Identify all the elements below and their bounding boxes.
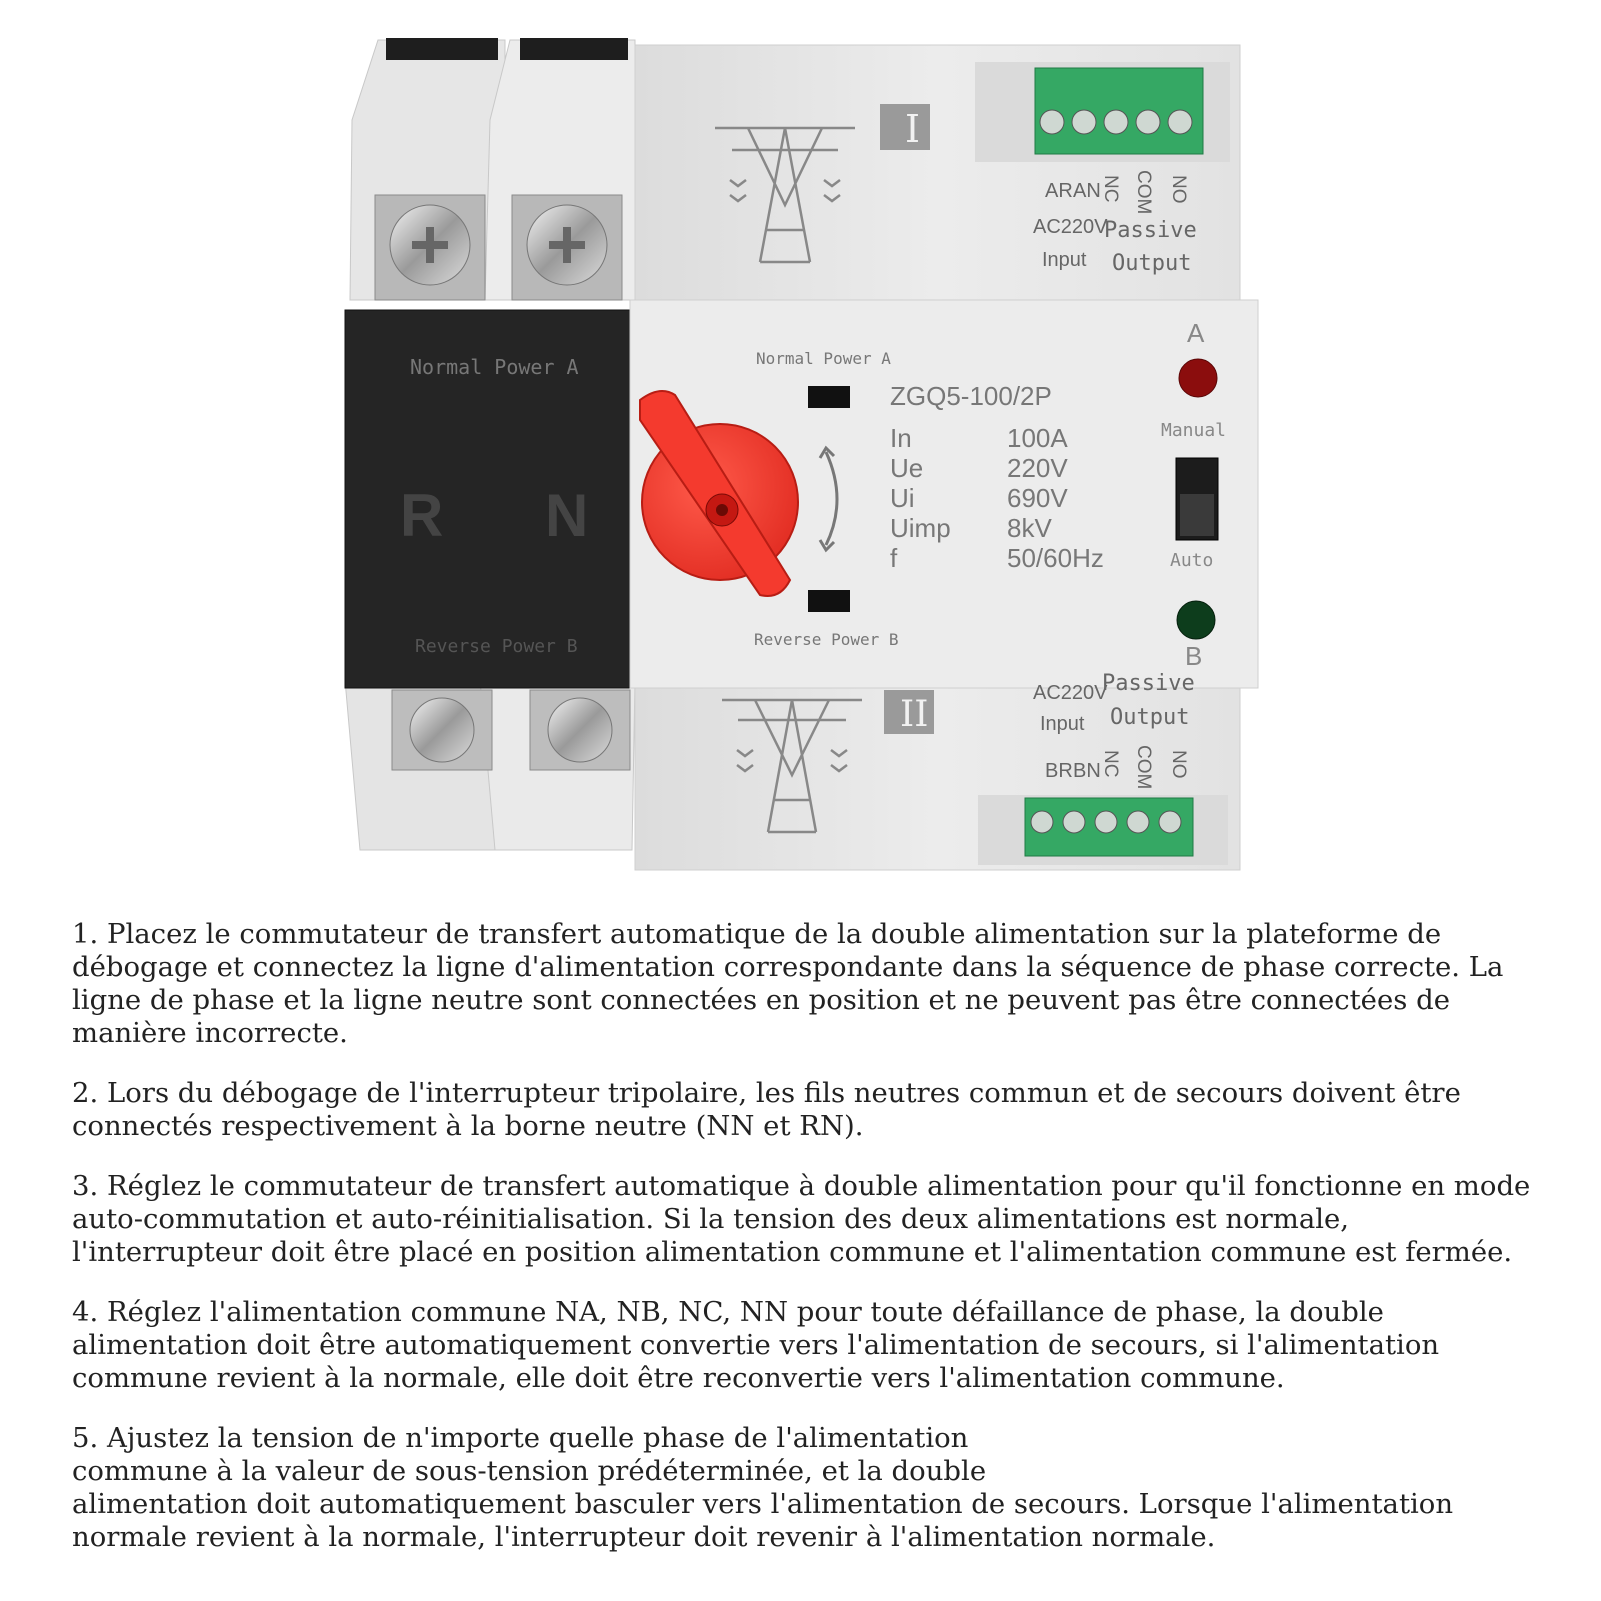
bottom-terminal-nc: NC bbox=[1100, 750, 1121, 778]
instruction-4: 4. Réglez l'alimentation commune NA, NB, NC, NN pour toute défaillance de phase, la double alimentation doit être automatiquement convertie vers l'alimentation de secours, si l'alimentation commune revient à la normale, elle doit être reconvertie vers l'alimentation commune. bbox=[72, 1296, 1440, 1394]
top-terminal-com: COM bbox=[1133, 170, 1154, 215]
instruction-5: 5. Ajustez la tension de n'importe quelle phase de l'alimentation commune à la valeur de sous-tension prédéterminée, et la double alimentation doit automatiquement basculer vers l'alimentation de secours. Lorsque l'alimentation normale revient à la normale, l'interrupteur doit revenir à l'alimentation normale. bbox=[72, 1422, 1454, 1553]
spec-label-uimp: Uimp bbox=[890, 513, 951, 543]
mode-manual-label: Manual bbox=[1161, 420, 1227, 441]
cover-n-label: N bbox=[545, 482, 589, 549]
bottom-green-terminal-block bbox=[1025, 798, 1193, 856]
spec-value-in: 100A bbox=[1007, 423, 1068, 453]
section-i-label: I bbox=[905, 107, 921, 151]
led-b-label: B bbox=[1185, 641, 1203, 671]
top-terminal-ar: AR bbox=[1045, 180, 1073, 202]
top-terminal-output: Output bbox=[1112, 251, 1192, 276]
spec-value-uimp: 8kV bbox=[1007, 513, 1052, 543]
top-terminal-passive: Passive bbox=[1104, 218, 1197, 243]
cover-normal-power-a: Normal Power A bbox=[410, 355, 579, 379]
model-number: ZGQ5-100/2P bbox=[890, 381, 1052, 411]
position-window-b bbox=[808, 590, 850, 612]
bottom-terminal-br: BR bbox=[1045, 760, 1073, 782]
spec-label-in: In bbox=[890, 423, 912, 453]
top-terminal-input: Input bbox=[1042, 249, 1087, 271]
spec-value-ui: 690V bbox=[1007, 483, 1068, 513]
top-terminal-nc: NC bbox=[1100, 175, 1121, 203]
led-a-indicator bbox=[1179, 359, 1217, 397]
bottom-terminal-ac220v: AC220V bbox=[1033, 682, 1108, 704]
bottom-terminal-no: NO bbox=[1168, 750, 1189, 779]
top-terminal-ac220v: AC220V bbox=[1033, 216, 1108, 238]
spec-label-ue: Ue bbox=[890, 453, 924, 483]
spec-label-f: f bbox=[890, 543, 898, 573]
spec-value-f: 50/60Hz bbox=[1007, 543, 1104, 573]
led-b-indicator bbox=[1177, 601, 1215, 639]
spec-value-ue: 220V bbox=[1007, 453, 1068, 483]
spec-label-ui: Ui bbox=[890, 483, 915, 513]
switch-normal-power-a: Normal Power A bbox=[756, 349, 891, 368]
instruction-2: 2. Lors du débogage de l'interrupteur tripolaire, les fils neutres commun et de secours doivent être connectés respectivement à la borne neutre (NN et RN). bbox=[72, 1077, 1461, 1142]
bottom-terminal-bn: BN bbox=[1073, 760, 1101, 782]
instruction-1: 1. Placez le commutateur de transfert automatique de la double alimentation sur la plateforme de débogage et connectez la ligne d'alimentation correspondante dans la séquence de phase correcte. La ligne de phase et la ligne neutre sont connectées en position et ne peuvent pas être connectées de manière incorrecte. bbox=[72, 918, 1504, 1049]
section-ii-label: II bbox=[900, 694, 929, 735]
manual-auto-switch[interactable] bbox=[1176, 458, 1218, 540]
top-terminal-no: NO bbox=[1168, 175, 1189, 204]
cover-r-label: R bbox=[400, 482, 444, 549]
instruction-3: 3. Réglez le commutateur de transfert automatique à double alimentation pour qu'il fonctionne en mode auto-commutation et auto-réinitialisation. Si la tension des deux alimentations est normale, l'interrupteur doit être placé en position alimentation commune et l'alimentation commune est fermée. bbox=[72, 1170, 1531, 1268]
mode-auto-label: Auto bbox=[1170, 550, 1214, 571]
top-green-terminal-block bbox=[1035, 68, 1203, 154]
bottom-terminal-com: COM bbox=[1133, 745, 1154, 790]
top-terminal-an: AN bbox=[1073, 180, 1101, 202]
instructions bbox=[72, 918, 1542, 1581]
cover-reverse-power-b: Reverse Power B bbox=[415, 636, 578, 657]
led-a-label: A bbox=[1187, 318, 1205, 348]
bottom-terminal-input: Input bbox=[1040, 713, 1085, 735]
bottom-terminal-output: Output bbox=[1110, 705, 1190, 730]
bottom-terminal-passive: Passive bbox=[1102, 671, 1195, 696]
switch-reverse-power-b: Reverse Power B bbox=[754, 630, 899, 649]
position-window-a bbox=[808, 386, 850, 408]
